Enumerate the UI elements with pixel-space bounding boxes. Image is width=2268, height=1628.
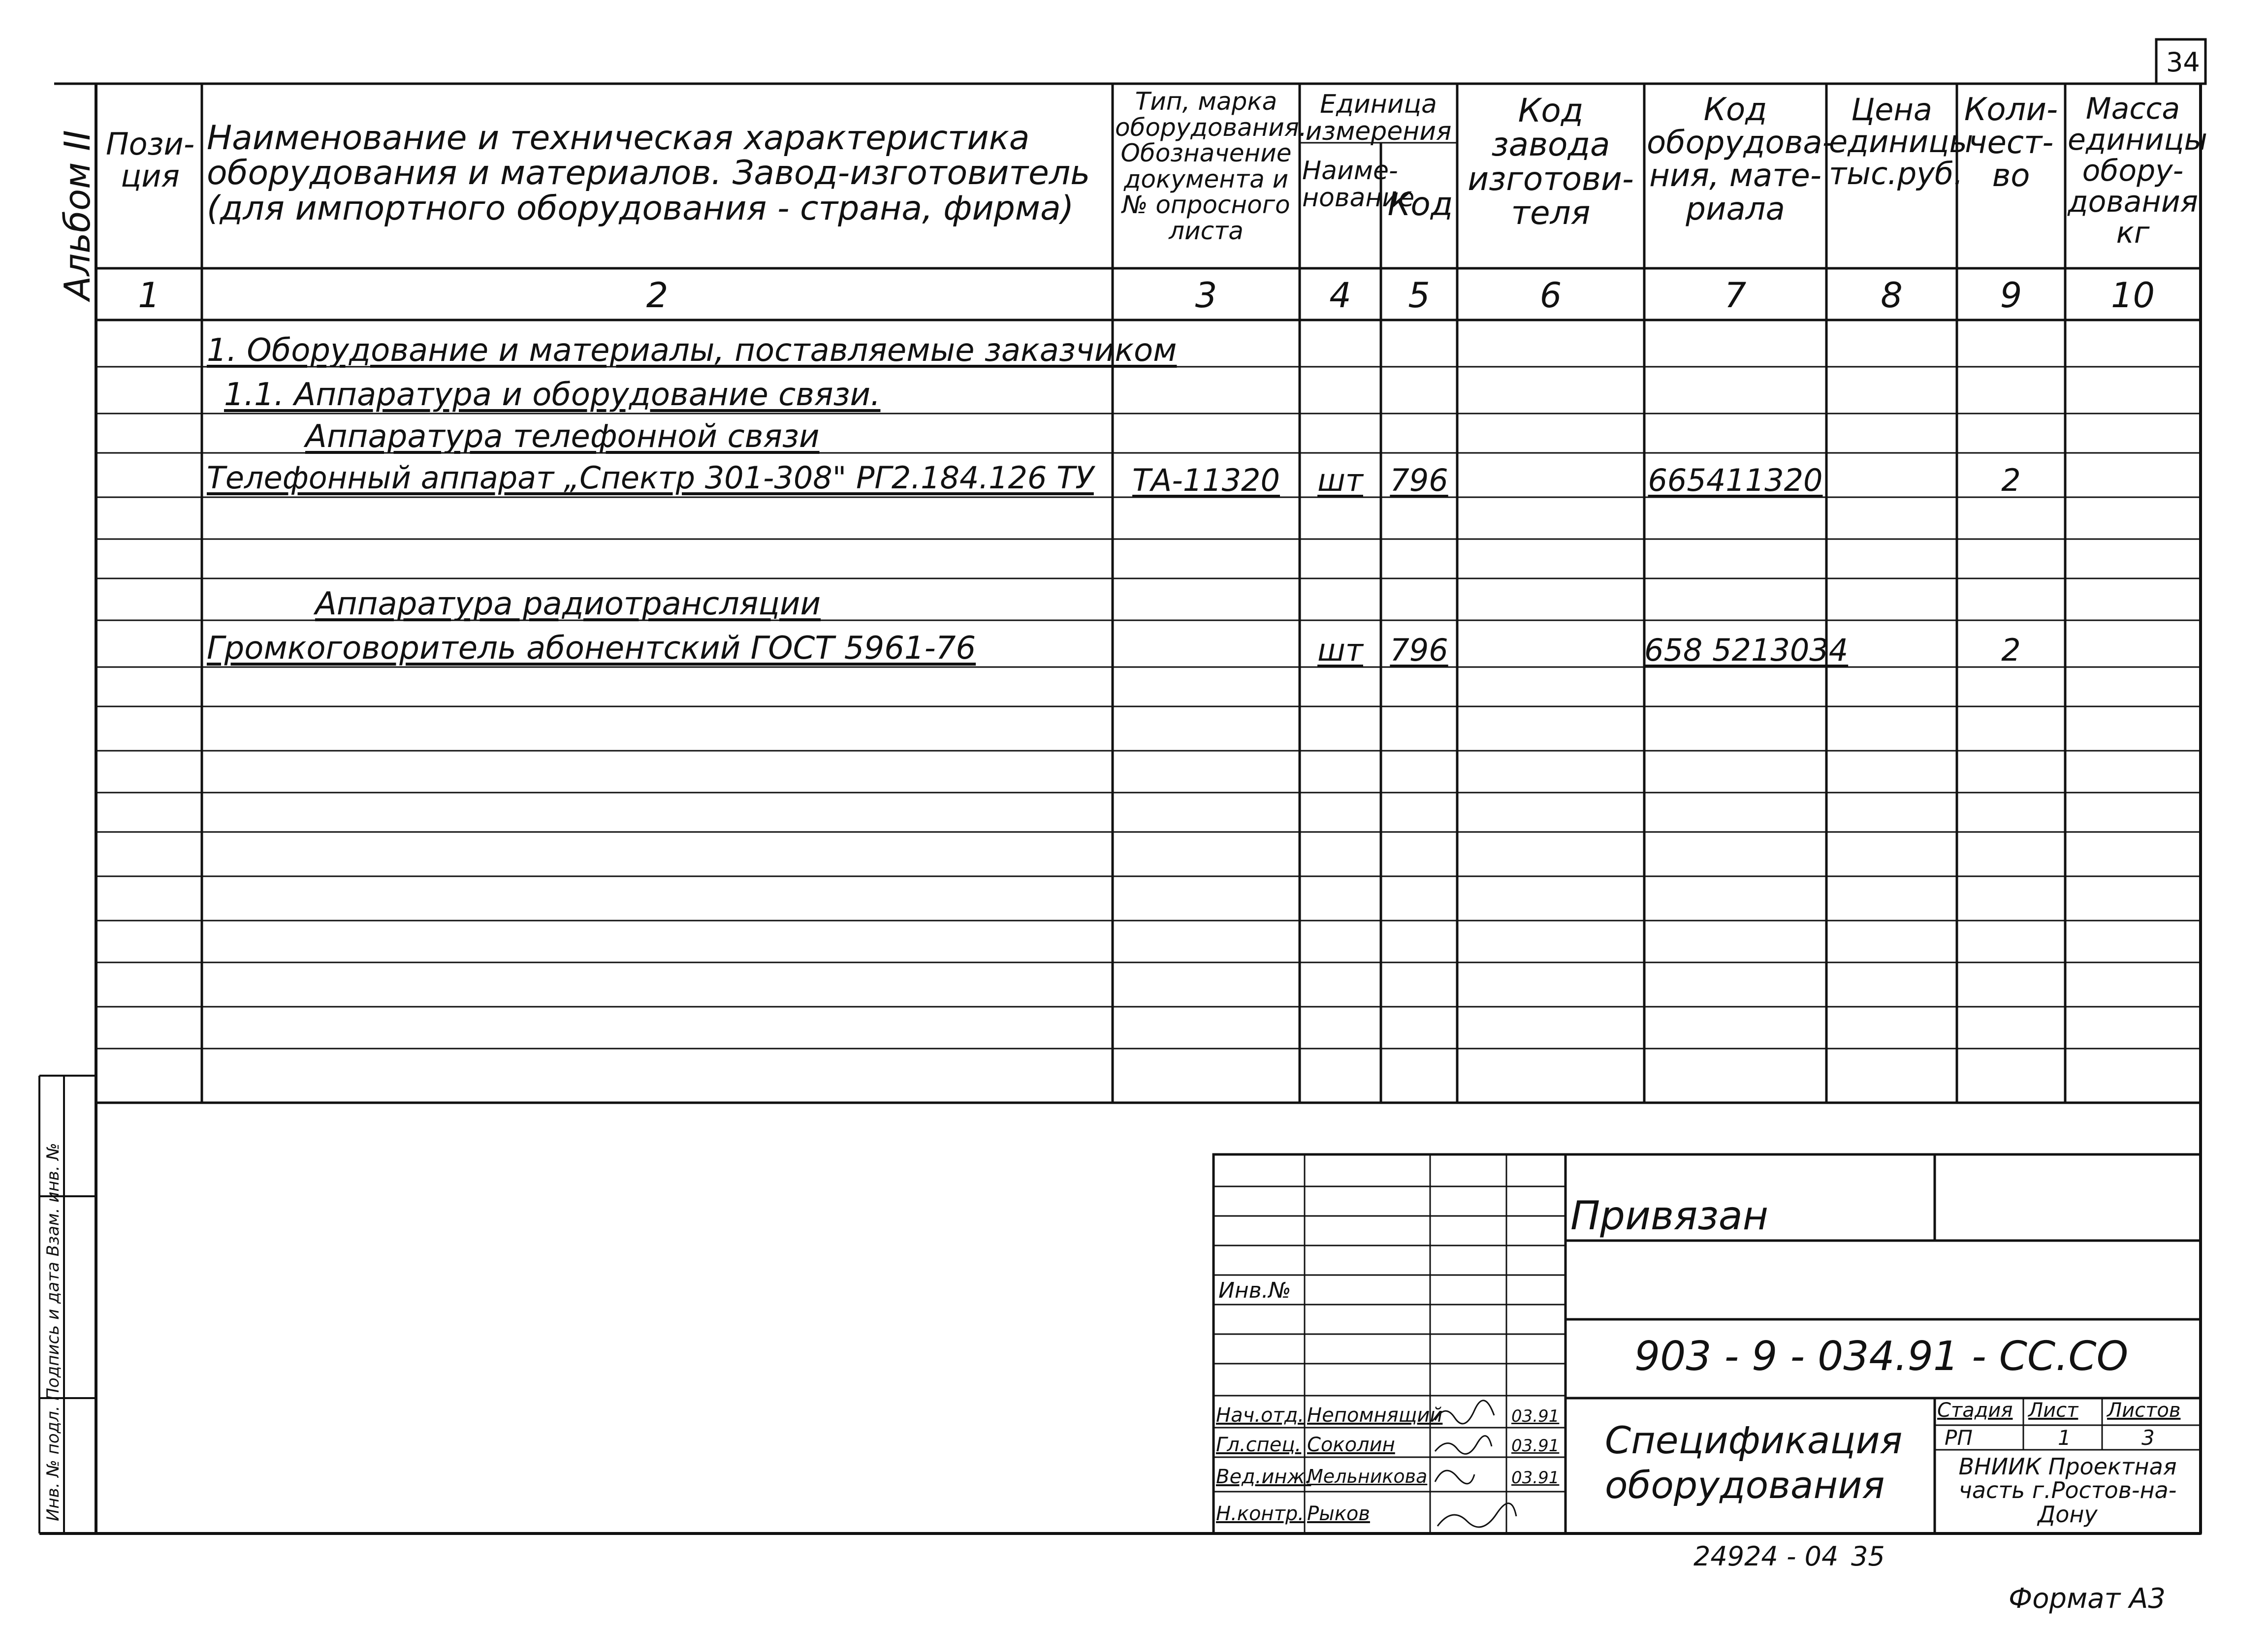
album-label: Альбом II: [57, 130, 98, 300]
col-num-9: 9: [2000, 275, 2022, 316]
row-speaker-unit: шт: [1317, 632, 1363, 668]
sheet-number: 34: [2166, 47, 2200, 78]
sheet-value: 1: [2058, 1426, 2071, 1450]
privyazan-label: Привязан: [1570, 1193, 1769, 1239]
page-number: 35: [1851, 1541, 1885, 1572]
signer-date-3: 03.91: [1511, 1468, 1560, 1488]
row-group-telephone: Аппаратура телефонной связи: [305, 418, 820, 455]
col-header-equip-code: Код оборудова-ния, мате-риала: [1647, 92, 1834, 227]
row-speaker-name: Громкоговоритель абонентский ГОСТ 5961-76: [207, 630, 976, 667]
signature-marks: [1435, 1401, 1516, 1527]
signer-name-2: Соколин: [1307, 1434, 1395, 1456]
signer-name-3: Мельникова: [1307, 1466, 1428, 1487]
row-speaker-equip-code: 658 5213034: [1644, 632, 1849, 668]
col-num-10: 10: [2110, 275, 2155, 316]
col-num-6: 6: [1539, 275, 1562, 316]
col-num-1: 1: [138, 275, 160, 316]
row-group-radio: Аппаратура радиотрансляции: [315, 586, 821, 622]
col-header-unit-group: Единица измерения: [1305, 90, 1452, 146]
col-num-2: 2: [646, 275, 669, 316]
paper-format: Формат А3: [2009, 1583, 2166, 1615]
col-header-type: Тип, марка оборудования. Обозначение документа и № опросного листа: [1115, 87, 1307, 245]
document-title: Спецификация оборудования: [1605, 1418, 1903, 1507]
row-telephone-qty: 2: [2001, 462, 2021, 498]
organization: ВНИИК Проектная часть г.Ростов-на-Дону: [1958, 1453, 2177, 1528]
signer-date-1: 03.91: [1511, 1406, 1560, 1426]
col-header-unit-name: Наиме-нование: [1302, 156, 1415, 213]
order-number: 24924 - 04: [1693, 1541, 1839, 1572]
row-telephone-code: 796: [1390, 462, 1448, 498]
sheets-label: Листов: [2107, 1399, 2181, 1422]
sheet-label: Лист: [2028, 1399, 2078, 1422]
row-speaker-code: 796: [1390, 632, 1448, 668]
col-num-7: 7: [1724, 275, 1747, 316]
signer-role-1: Нач.отд.: [1216, 1404, 1305, 1427]
document-designation: 903 - 9 - 034.91 - СС.СО: [1634, 1333, 2129, 1380]
col-header-name: Наименование и техническая характеристика оборудования и материалов. Завод-изготовитель (для импортного оборудования - страна, фирма): [207, 119, 1090, 228]
signer-date-2: 03.91: [1511, 1436, 1560, 1456]
col-header-mass: Масса единицы обору-дования кг: [2068, 92, 2207, 250]
col-num-4: 4: [1329, 275, 1351, 316]
col-num-8: 8: [1881, 275, 1903, 316]
signer-role-3: Вед.инж.: [1216, 1466, 1311, 1488]
stage-label: Стадия: [1937, 1399, 2013, 1422]
signer-name-4: Рыков: [1307, 1502, 1370, 1525]
col-num-5: 5: [1408, 275, 1430, 316]
side-stamp-text: Инв. № подл. Подпись и дата Взам. инв. №: [43, 1143, 63, 1521]
row-section-title: 1. Оборудование и материалы, поставляемые заказчиком: [207, 332, 1177, 369]
signer-name-1: Непомнящий: [1307, 1404, 1443, 1427]
row-telephone-type: ТА-11320: [1132, 462, 1280, 498]
signer-role-2: Гл.спец.: [1216, 1434, 1302, 1456]
stage-value: РП: [1945, 1426, 1973, 1450]
col-header-position: Пози-ция: [106, 126, 195, 194]
row-subsection-title: 1.1. Аппаратура и оборудование связи.: [224, 377, 881, 413]
col-header-qty: Коли-чест-во: [1964, 92, 2058, 194]
col-header-factory-code: Код завода изготови-теля: [1468, 92, 1634, 232]
inv-no-label: Инв.№: [1218, 1278, 1291, 1303]
row-telephone-equip-code: 665411320: [1648, 462, 1823, 498]
col-header-price: Цена единицы тыс.руб.: [1829, 92, 1974, 192]
row-telephone-name: Телефонный аппарат „Спектр 301-308" РГ2.184.126 ТУ: [207, 460, 1094, 496]
col-header-unit-code: Код: [1387, 185, 1453, 223]
sheets-value: 3: [2141, 1426, 2155, 1450]
row-speaker-qty: 2: [2001, 632, 2021, 668]
signer-role-4: Н.контр.: [1216, 1502, 1304, 1525]
col-num-3: 3: [1195, 275, 1217, 316]
row-telephone-unit: шт: [1317, 462, 1363, 498]
